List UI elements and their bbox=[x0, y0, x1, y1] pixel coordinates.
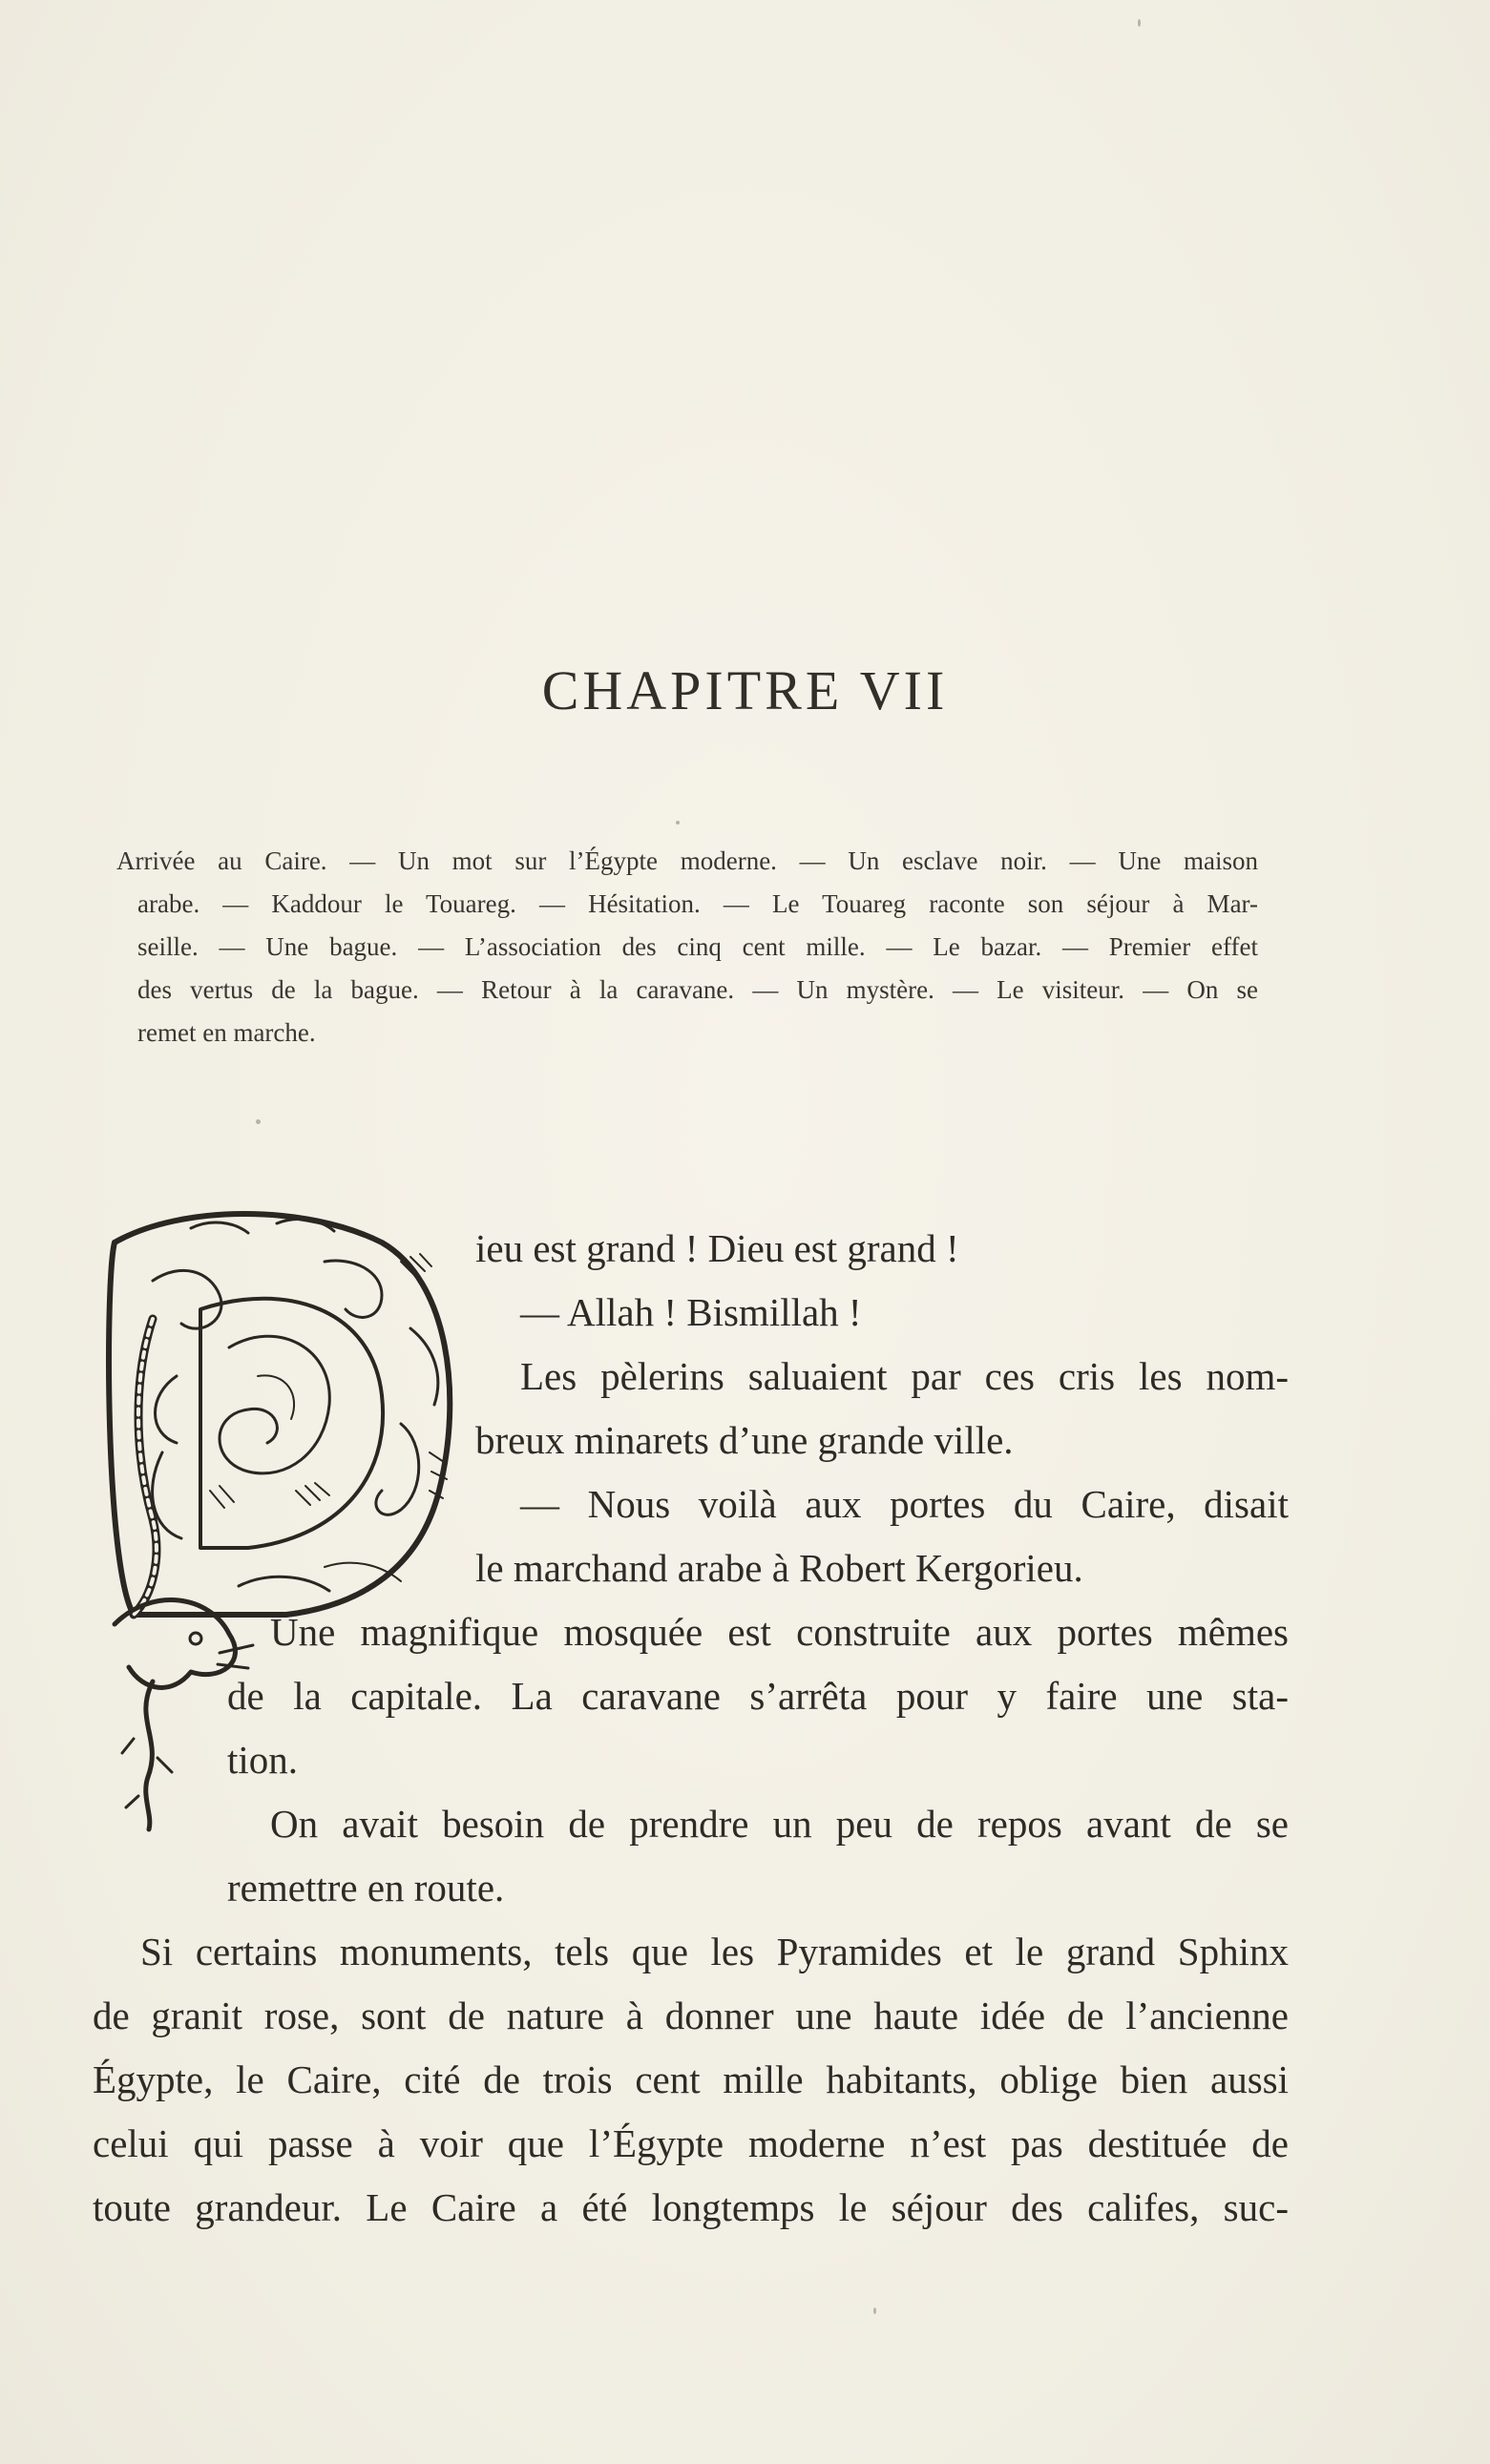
body-line: le marchand arabe à Robert Kergorieu. bbox=[475, 1546, 1083, 1590]
body-line: ieu est grand ! Dieu est grand ! bbox=[475, 1226, 959, 1270]
body-line: celui qui passe à voir que l’Égypte moderne n’est pas destituée de bbox=[93, 2121, 1289, 2165]
summary-line: des vertus de la bague. — Retour à la caravane. — Un mystère. — Le visiteur. — On se bbox=[137, 975, 1258, 1004]
summary-line: arabe. — Kaddour le Touareg. — Hésitation. — Le Touareg raconte son séjour à Mar- bbox=[137, 889, 1258, 918]
body-line: tion. bbox=[227, 1738, 299, 1782]
body-line: Égypte, le Caire, cité de trois cent mille habitants, oblige bien aussi bbox=[93, 2057, 1289, 2101]
body-line: Une magnifique mosquée est construite aux portes mêmes bbox=[270, 1610, 1289, 1654]
chapter-summary bbox=[116, 840, 1258, 1055]
paper-speck bbox=[873, 2307, 876, 2314]
body-line: remettre en route. bbox=[227, 1866, 505, 1910]
chapter-title: CHAPITRE VII bbox=[541, 659, 949, 721]
body-line: — Nous voilà aux portes du Caire, disait bbox=[520, 1482, 1289, 1526]
paper-speck bbox=[676, 821, 680, 825]
body-line: On avait besoin de prendre un peu de repos avant de se bbox=[270, 1802, 1289, 1846]
body-line: Si certains monuments, tels que les Pyramides et le grand Sphinx bbox=[140, 1930, 1289, 1973]
summary-line: Arrivée au Caire. — Un mot sur l’Égypte moderne. — Un esclave noir. — Une maison bbox=[116, 846, 1258, 875]
paper-speck bbox=[256, 1119, 261, 1124]
paper-speck bbox=[1138, 19, 1141, 27]
body-line: breux minarets d’une grande ville. bbox=[475, 1418, 1014, 1462]
body-line: de granit rose, sont de nature à donner une haute idée de l’ancienne bbox=[93, 1994, 1289, 2037]
body-line: de la capitale. La caravane s’arrêta pour y faire une sta- bbox=[227, 1674, 1289, 1718]
body-line: — Allah ! Bismillah ! bbox=[520, 1290, 862, 1334]
body-line: Les pèlerins saluaient par ces cris les nom- bbox=[520, 1354, 1289, 1398]
summary-line: seille. — Une bague. — L’association des cinq cent mille. — Le bazar. — Premier effet bbox=[137, 932, 1258, 961]
body-line: toute grandeur. Le Caire a été longtemps le séjour des califes, suc- bbox=[93, 2185, 1289, 2229]
summary-line: remet en marche. bbox=[137, 1018, 316, 1047]
